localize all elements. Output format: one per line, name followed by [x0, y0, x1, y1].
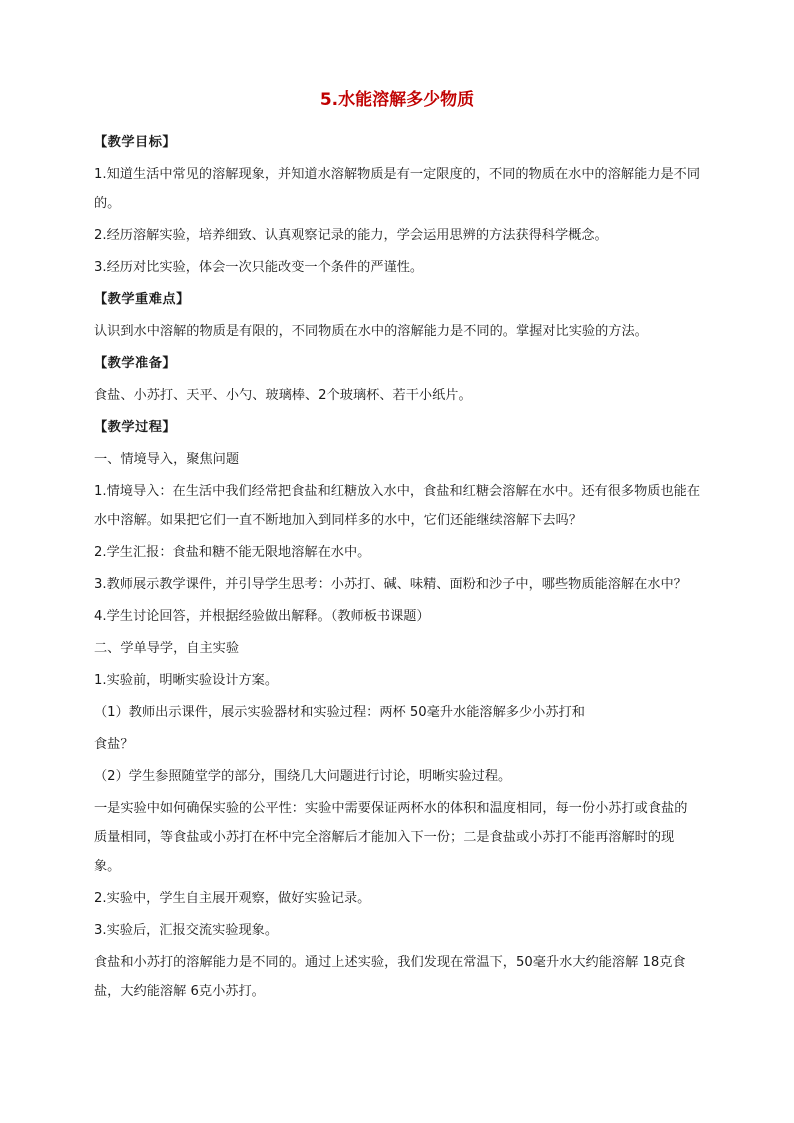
paragraph: 3.经历对比实验，体会一次只能改变一个条件的严谨性。: [94, 260, 424, 275]
paragraph: 2.经历溶解实验，培养细致、认真观察记录的能力，学会运用思辨的方法获得科学概念。: [94, 228, 608, 243]
section-heading: 【教学准备】: [94, 356, 177, 371]
paragraph: 4.学生讨论回答，并根据经验做出解释。（教师板书课题）: [94, 609, 430, 624]
paragraph: 食盐、小苏打、天平、小勺、玻璃棒、2个玻璃杯、若干小纸片。: [94, 388, 472, 403]
paragraph: 2.实验中，学生自主展开观察，做好实验记录。: [94, 891, 371, 906]
paragraph: 认识到水中溶解的物质是有限的，不同物质在水中的溶解能力是不同的。掌握对比实验的方法。: [94, 324, 648, 339]
paragraph: 一是实验中如何确保实验的公平性：实验中需要保证两杯水的体积和温度相同，每一份小苏打或食盐的质量相同，等食盐或小苏打在杯中完全溶解后才能加入下一份；二是食盐或小苏打不能再溶解时的现象。: [94, 801, 688, 874]
paragraph: （1）教师出示课件，展示实验器材和实验过程：两杯 50毫升水能溶解多少小苏打和: [94, 705, 585, 720]
paragraph: 食盐？: [94, 737, 134, 752]
section-heading: 【教学重难点】: [94, 292, 190, 307]
paragraph: 2.学生汇报：食盐和糖不能无限地溶解在水中。: [94, 545, 371, 560]
section-heading: 【教学过程】: [94, 420, 177, 435]
paragraph: 1.知道生活中常见的溶解现象，并知道水溶解物质是有一定限度的，不同的物质在水中的溶解能力是不同的。: [94, 167, 701, 211]
paragraph: （2）学生参照随堂学的部分，围绕几大问题进行讨论，明晰实验过程。: [94, 769, 512, 784]
paragraph: 1.情境导入：在生活中我们经常把食盐和红糖放入水中，食盐和红糖会溶解在水中。还有很多物质也能在水中溶解。如果把它们一直不断地加入到同样多的水中，它们还能继续溶解下去吗？: [94, 484, 701, 528]
paragraph: 一、情境导入，聚焦问题: [94, 452, 240, 467]
section-heading: 【教学目标】: [94, 135, 177, 150]
paragraph: 3.教师展示教学课件，并引导学生思考：小苏打、碱、味精、面粉和沙子中，哪些物质能溶解在水中？: [94, 577, 687, 592]
document-body: [94, 128, 700, 1009]
paragraph: 食盐和小苏打的溶解能力是不同的。通过上述实验，我们发现在常温下，50毫升水大约能溶解 18克食盐，大约能溶解 6克小苏打。: [94, 955, 686, 999]
document-title: 5.水能溶解多少物质: [319, 90, 475, 110]
paragraph: 二、学单导学，自主实验: [94, 641, 240, 656]
paragraph: 3.实验后，汇报交流实验现象。: [94, 923, 279, 938]
paragraph: 1.实验前，明晰实验设计方案。: [94, 673, 279, 688]
